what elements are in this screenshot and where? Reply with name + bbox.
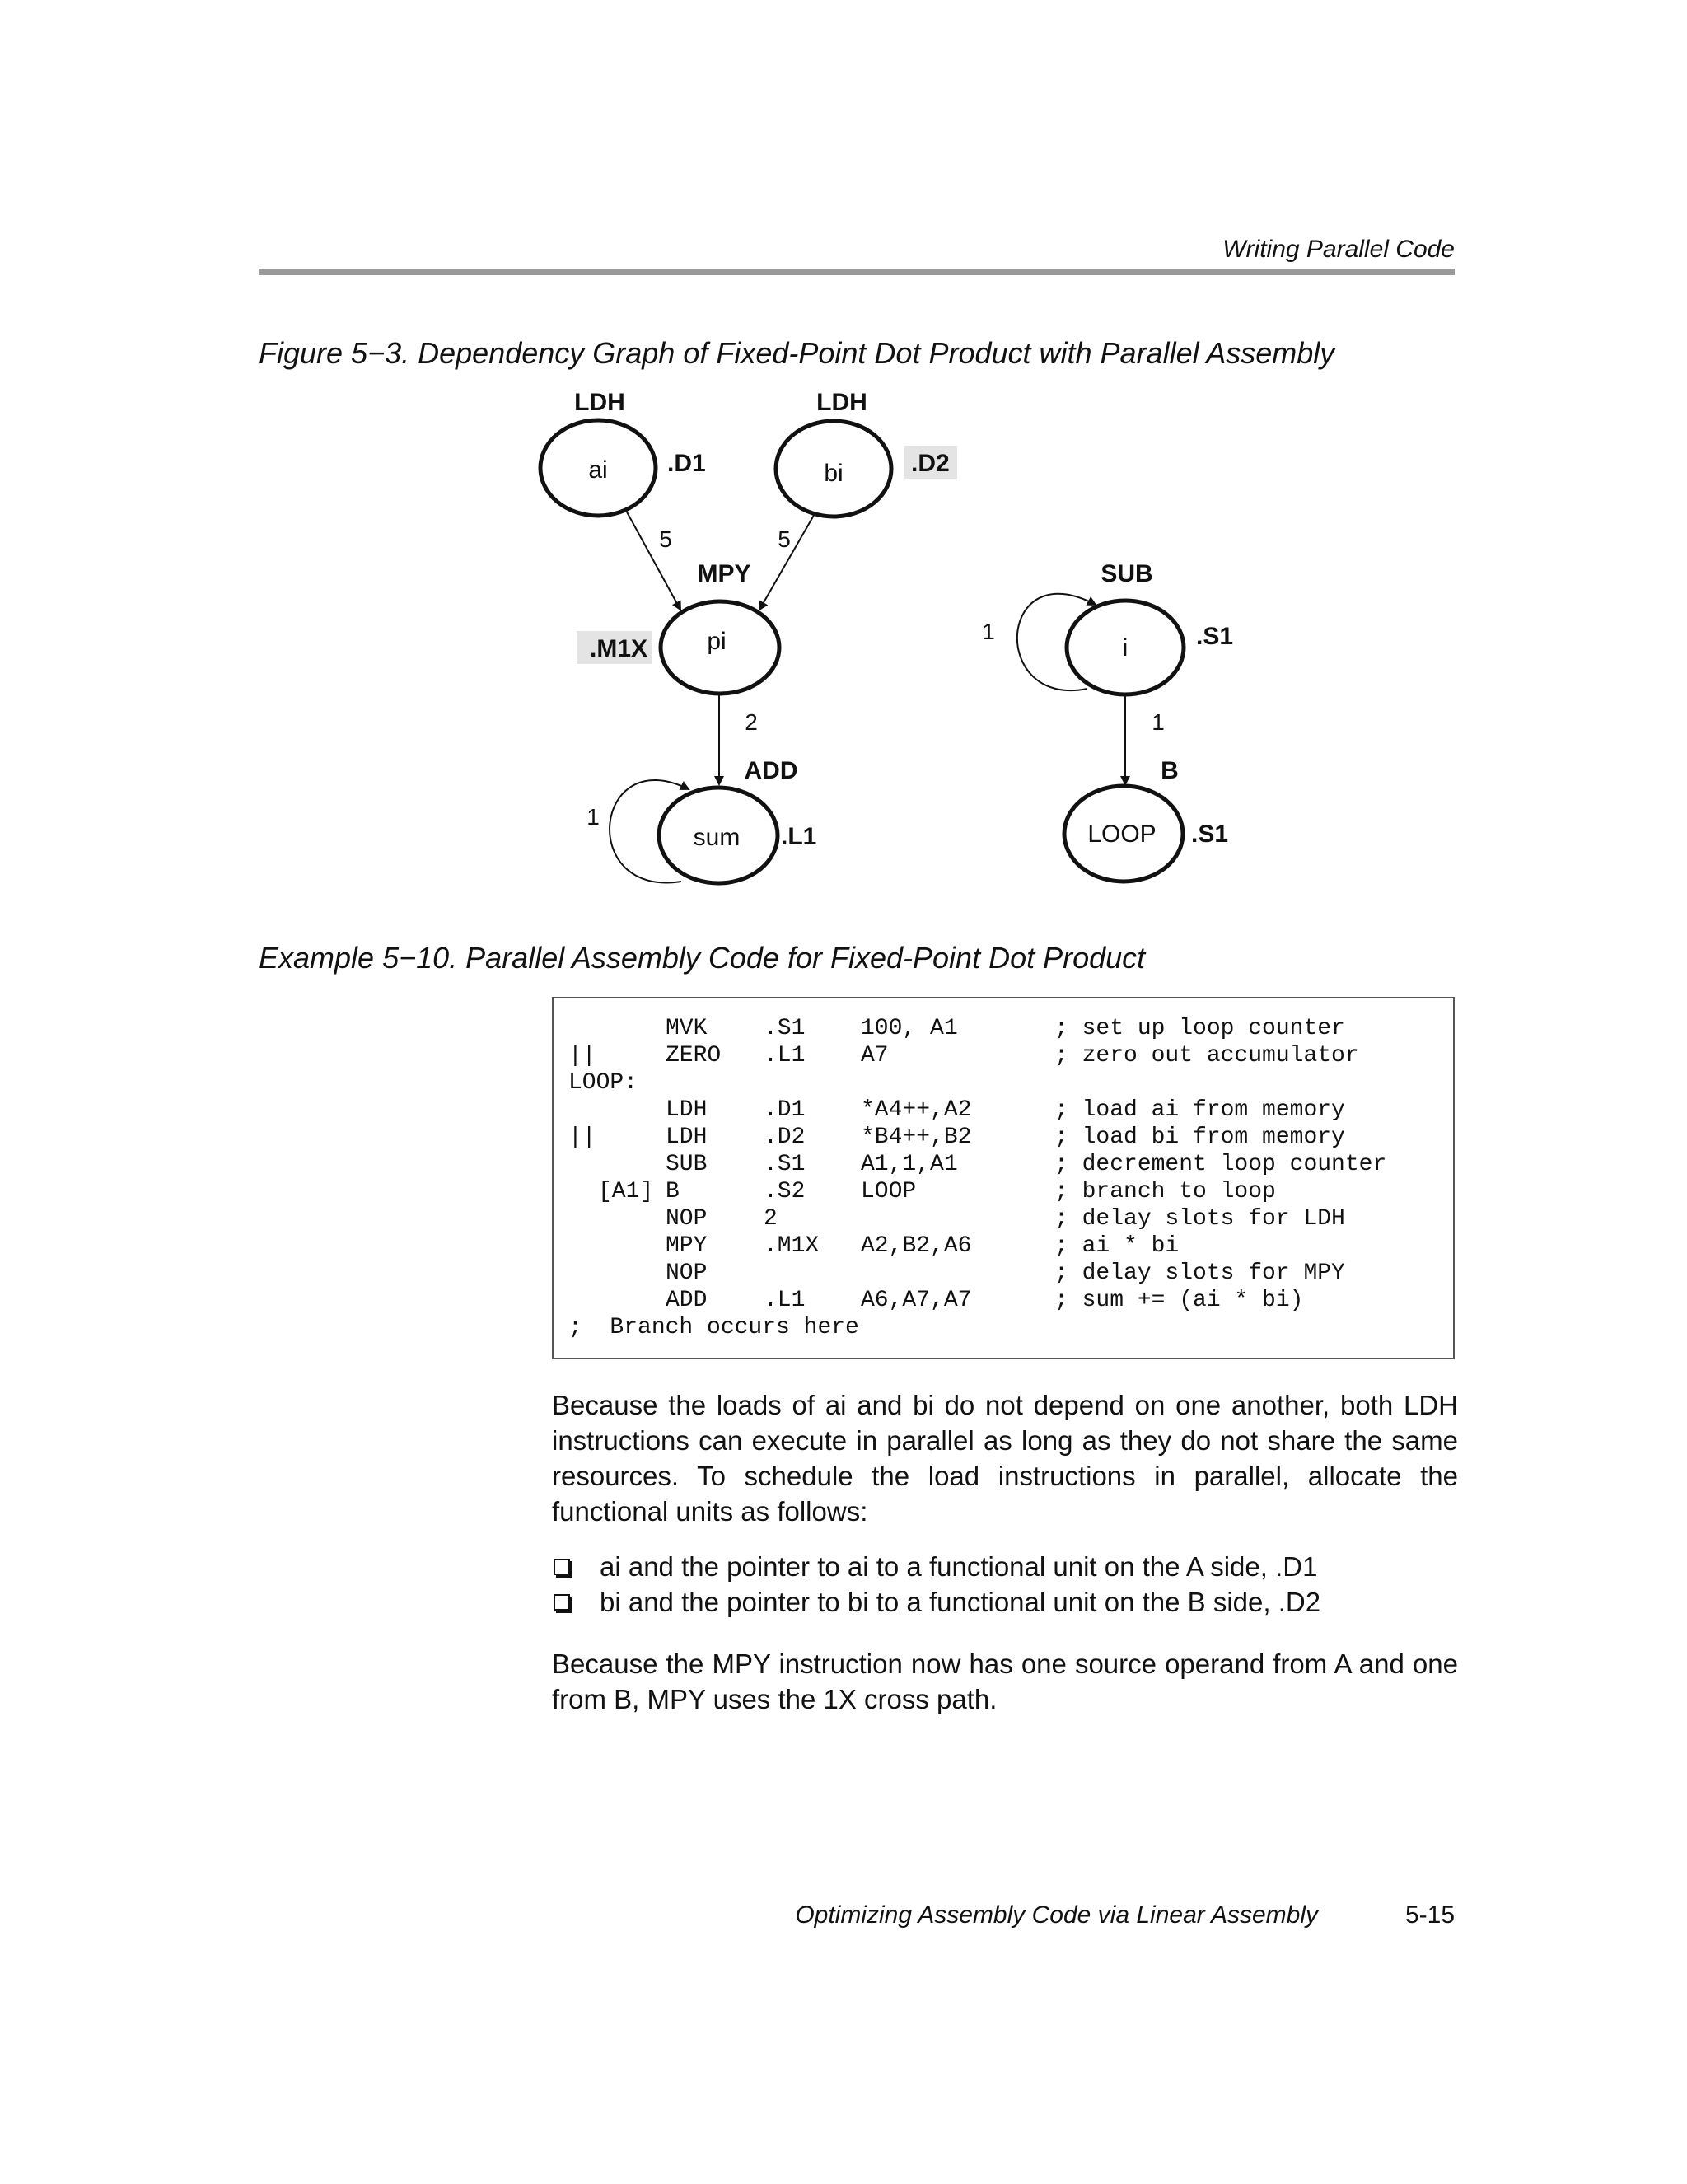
edge-ai-pi-weight: 5 [659, 526, 672, 552]
node-pi-name: pi [707, 628, 727, 655]
running-head: Writing Parallel Code [1222, 236, 1455, 263]
code-op: LDH [666, 1097, 708, 1123]
page-number: 5-15 [1404, 1901, 1455, 1929]
edge-sum-self-weight: 1 [586, 804, 600, 830]
node-i-name: i [1122, 634, 1129, 662]
code-comment: ; delay slots for LDH [1054, 1206, 1345, 1232]
code-unit: .D1 [764, 1097, 806, 1123]
node-pi-instruction: MPY [697, 560, 751, 587]
code-unit: .L1 [764, 1043, 806, 1069]
code-comment: ; zero out accumulator [1054, 1043, 1359, 1069]
edge-ai-pi [624, 507, 680, 610]
code-unit: .M1X [764, 1233, 820, 1259]
node-loop-name: LOOP [1087, 821, 1157, 848]
node-ai-name: ai [588, 456, 608, 484]
dependency-graph [0, 0, 1687, 923]
code-args: LOOP [861, 1179, 917, 1204]
edge-bi-pi-weight: 5 [778, 526, 791, 552]
code-args: A2,B2,A6 [861, 1233, 972, 1259]
code-op: SUB [666, 1152, 708, 1177]
code-comment: ; ai * bi [1054, 1233, 1180, 1259]
code-op: NOP [666, 1260, 708, 1286]
node-ai-unit: .D1 [667, 450, 706, 477]
code-comment: ; set up loop counter [1054, 1016, 1345, 1041]
code-comment: ; sum += (ai * bi) [1054, 1288, 1304, 1313]
checkbox-bullet-icon [554, 1559, 570, 1575]
checkbox-bullet-icon [554, 1594, 570, 1611]
figure-caption: Figure 5−3. Dependency Graph of Fixed-Point Dot Product with Parallel Assembly [259, 336, 1335, 370]
code-unit: .S1 [764, 1152, 806, 1177]
code-unit: .S1 [764, 1016, 806, 1041]
node-bi-unit: .D2 [911, 450, 950, 477]
code-unit: 2 [764, 1206, 778, 1232]
list-item [552, 1549, 1320, 1584]
node-sum-instruction: ADD [744, 757, 798, 784]
node-loop-unit: .S1 [1191, 821, 1229, 848]
node-bi-instruction: LDH [816, 389, 867, 416]
code-args: A1,1,A1 [861, 1152, 958, 1177]
node-pi-unit: .M1X [590, 635, 648, 662]
code-comment: ; delay slots for MPY [1054, 1260, 1345, 1286]
code-args: *B4++,B2 [861, 1125, 972, 1150]
code-label: LOOP: [568, 1070, 638, 1096]
code-op: B [666, 1179, 680, 1204]
code-op: MPY [666, 1233, 708, 1259]
node-bi-name: bi [824, 460, 844, 487]
code-comment: ; load bi from memory [1054, 1125, 1345, 1150]
node-ai-instruction: LDH [574, 389, 625, 416]
paragraph-loads: Because the loads of ai and bi do not depend on one another, both LDH instructions can execute in parallel as long as they do not share the same resources. To schedule the load instructions in parallel, allocate the functional units as follows: [552, 1390, 1458, 1527]
node-i-instruction: SUB [1101, 560, 1153, 587]
code-label: ; Branch occurs here [568, 1315, 859, 1340]
code-unit: .D2 [764, 1125, 806, 1150]
code-comment: ; branch to loop [1054, 1179, 1276, 1204]
code-comment: ; load ai from memory [1054, 1097, 1345, 1123]
footer-title: Optimizing Assembly Code via Linear Assembly [795, 1901, 1318, 1929]
list-item [552, 1584, 1320, 1620]
node-loop-instruction: B [1161, 757, 1179, 784]
code-args: A7 [861, 1043, 889, 1069]
code-op: LDH [666, 1125, 708, 1150]
code-cond: || [568, 1043, 596, 1069]
code-args: A6,A7,A7 [861, 1288, 972, 1313]
code-comment: ; decrement loop counter [1054, 1152, 1387, 1177]
code-op: ZERO [666, 1043, 722, 1069]
list-item-text: bi and the pointer to bi to a functional unit on the B side, .D2 [600, 1587, 1321, 1617]
example-caption: Example 5−10. Parallel Assembly Code for Fixed-Point Dot Product [259, 941, 1146, 975]
code-args: 100, A1 [861, 1016, 958, 1041]
edge-i-loop-weight: 1 [1152, 709, 1165, 735]
edge-i-self-weight: 1 [982, 619, 995, 644]
code-unit: .L1 [764, 1288, 806, 1313]
code-cond: [A1] [598, 1179, 654, 1204]
code-op: NOP [666, 1206, 708, 1232]
paragraph-mpy: Because the MPY instruction now has one source operand from A and one from B, MPY uses the 1X cross path. [552, 1649, 1458, 1714]
node-i-unit: .S1 [1196, 623, 1234, 650]
node-sum-name: sum [693, 824, 741, 851]
code-cond: || [568, 1125, 596, 1150]
code-listing [552, 997, 1455, 1359]
node-sum-unit: .L1 [781, 823, 817, 850]
edge-pi-sum-weight: 2 [745, 709, 758, 735]
unit-allocation-list [552, 1549, 1320, 1620]
list-item-text: ai and the pointer to ai to a functional unit on the A side, .D1 [600, 1551, 1318, 1582]
code-unit: .S2 [764, 1179, 806, 1204]
code-op: MVK [666, 1016, 708, 1041]
code-args: *A4++,A2 [861, 1097, 972, 1123]
code-op: ADD [666, 1288, 708, 1313]
